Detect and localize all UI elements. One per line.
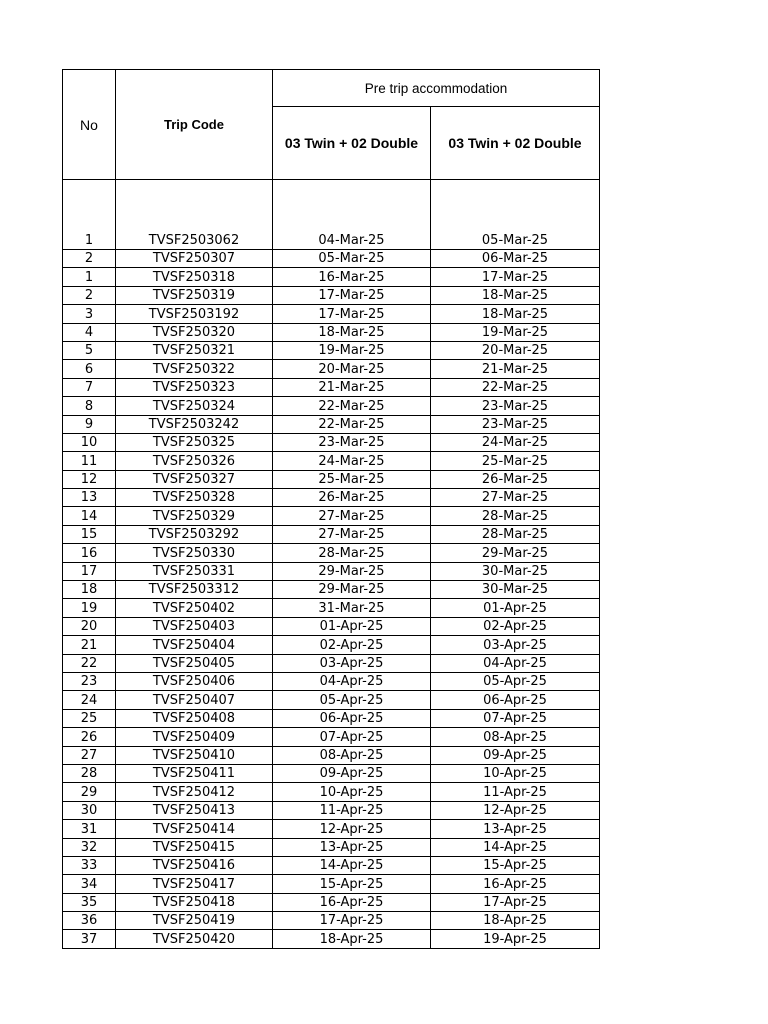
cell-date-b: 06-Mar-25 — [431, 250, 600, 268]
cell-no: 28 — [63, 764, 116, 782]
cell-date-b: 30-Mar-25 — [431, 562, 600, 580]
cell-trip-code: TVSF250326 — [116, 452, 273, 470]
cell-date-b: 04-Apr-25 — [431, 654, 600, 672]
cell-no: 4 — [63, 323, 116, 341]
cell-trip-code: TVSF250409 — [116, 728, 273, 746]
cell-date-a: 18-Mar-25 — [273, 323, 431, 341]
table-row — [63, 691, 600, 709]
cell-date-a: 23-Mar-25 — [273, 433, 431, 451]
cell-date-b: 01-Apr-25 — [431, 599, 600, 617]
table-row — [63, 783, 600, 801]
cell-trip-code: TVSF250330 — [116, 544, 273, 562]
cell-date-a: 12-Apr-25 — [273, 820, 431, 838]
cell-trip-code: TVSF250329 — [116, 507, 273, 525]
cell-date-b: 18-Mar-25 — [431, 305, 600, 323]
table-header — [63, 70, 600, 180]
cell-date-b: 17-Mar-25 — [431, 268, 600, 286]
cell-date-a: 16-Apr-25 — [273, 893, 431, 911]
cell-date-a: 08-Apr-25 — [273, 746, 431, 764]
table-row — [63, 820, 600, 838]
cell-date-a: 04-Mar-25 — [273, 180, 431, 250]
cell-no: 29 — [63, 783, 116, 801]
header-no: No — [63, 70, 116, 180]
table-row — [63, 397, 600, 415]
cell-date-b: 21-Mar-25 — [431, 360, 600, 378]
cell-trip-code: TVSF250404 — [116, 636, 273, 654]
table-row — [63, 452, 600, 470]
cell-date-a: 28-Mar-25 — [273, 544, 431, 562]
cell-date-a: 26-Mar-25 — [273, 489, 431, 507]
cell-no: 31 — [63, 820, 116, 838]
cell-no: 7 — [63, 378, 116, 396]
cell-no: 21 — [63, 636, 116, 654]
cell-trip-code: TVSF250328 — [116, 489, 273, 507]
cell-date-b: 22-Mar-25 — [431, 378, 600, 396]
cell-no: 1 — [63, 268, 116, 286]
cell-date-a: 29-Mar-25 — [273, 562, 431, 580]
cell-trip-code: TVSF250327 — [116, 470, 273, 488]
cell-date-a: 11-Apr-25 — [273, 801, 431, 819]
cell-date-b: 14-Apr-25 — [431, 838, 600, 856]
table-row — [63, 654, 600, 672]
cell-date-a: 05-Mar-25 — [273, 250, 431, 268]
cell-date-a: 19-Mar-25 — [273, 341, 431, 359]
cell-date-b: 26-Mar-25 — [431, 470, 600, 488]
cell-trip-code: TVSF250307 — [116, 250, 273, 268]
cell-trip-code: TVSF250411 — [116, 764, 273, 782]
cell-trip-code: TVSF250403 — [116, 617, 273, 635]
cell-trip-code: TVSF250324 — [116, 397, 273, 415]
cell-no: 13 — [63, 489, 116, 507]
cell-trip-code: TVSF250410 — [116, 746, 273, 764]
cell-date-a: 27-Mar-25 — [273, 525, 431, 543]
cell-trip-code: TVSF250419 — [116, 912, 273, 930]
table-row — [63, 470, 600, 488]
cell-date-a: 18-Apr-25 — [273, 930, 431, 948]
table-row — [63, 930, 600, 948]
cell-date-b: 18-Apr-25 — [431, 912, 600, 930]
cell-date-a: 06-Apr-25 — [273, 709, 431, 727]
cell-no: 30 — [63, 801, 116, 819]
cell-date-b: 19-Apr-25 — [431, 930, 600, 948]
cell-date-a: 17-Mar-25 — [273, 305, 431, 323]
cell-no: 33 — [63, 856, 116, 874]
cell-trip-code: TVSF250319 — [116, 286, 273, 304]
cell-date-b: 10-Apr-25 — [431, 764, 600, 782]
cell-date-a: 16-Mar-25 — [273, 268, 431, 286]
table-row — [63, 617, 600, 635]
cell-no: 34 — [63, 875, 116, 893]
cell-no: 27 — [63, 746, 116, 764]
cell-no: 32 — [63, 838, 116, 856]
table-row — [63, 507, 600, 525]
cell-date-a: 27-Mar-25 — [273, 507, 431, 525]
cell-date-a: 31-Mar-25 — [273, 599, 431, 617]
cell-no: 9 — [63, 415, 116, 433]
cell-date-b: 20-Mar-25 — [431, 341, 600, 359]
cell-date-b: 24-Mar-25 — [431, 433, 600, 451]
cell-trip-code: TVSF250415 — [116, 838, 273, 856]
cell-date-a: 10-Apr-25 — [273, 783, 431, 801]
cell-trip-code: TVSF250318 — [116, 268, 273, 286]
table-row — [63, 180, 600, 250]
cell-no: 15 — [63, 525, 116, 543]
cell-date-a: 03-Apr-25 — [273, 654, 431, 672]
table-row — [63, 433, 600, 451]
cell-date-b: 28-Mar-25 — [431, 525, 600, 543]
table-row — [63, 305, 600, 323]
cell-date-b: 30-Mar-25 — [431, 581, 600, 599]
cell-date-a: 05-Apr-25 — [273, 691, 431, 709]
cell-trip-code: TVSF250408 — [116, 709, 273, 727]
cell-trip-code: TVSF2503292 — [116, 525, 273, 543]
cell-date-a: 24-Mar-25 — [273, 452, 431, 470]
cell-no: 25 — [63, 709, 116, 727]
cell-trip-code: TVSF250417 — [116, 875, 273, 893]
cell-date-b: 23-Mar-25 — [431, 415, 600, 433]
cell-date-a: 09-Apr-25 — [273, 764, 431, 782]
cell-no: 12 — [63, 470, 116, 488]
cell-trip-code: TVSF2503312 — [116, 581, 273, 599]
cell-trip-code: TVSF250407 — [116, 691, 273, 709]
cell-date-b: 09-Apr-25 — [431, 746, 600, 764]
table-row — [63, 856, 600, 874]
cell-date-b: 25-Mar-25 — [431, 452, 600, 470]
cell-no: 20 — [63, 617, 116, 635]
cell-trip-code: TVSF250405 — [116, 654, 273, 672]
cell-date-a: 15-Apr-25 — [273, 875, 431, 893]
cell-trip-code: TVSF250406 — [116, 672, 273, 690]
cell-date-b: 05-Mar-25 — [431, 180, 600, 250]
table-row — [63, 378, 600, 396]
table-row — [63, 581, 600, 599]
cell-date-a: 25-Mar-25 — [273, 470, 431, 488]
cell-date-b: 17-Apr-25 — [431, 893, 600, 911]
cell-trip-code: TVSF250413 — [116, 801, 273, 819]
cell-trip-code: TVSF250414 — [116, 820, 273, 838]
table-row — [63, 838, 600, 856]
cell-date-b: 27-Mar-25 — [431, 489, 600, 507]
table-row — [63, 912, 600, 930]
cell-no: 14 — [63, 507, 116, 525]
cell-trip-code: TVSF2503242 — [116, 415, 273, 433]
header-trip-code: Trip Code — [116, 70, 273, 180]
cell-date-a: 20-Mar-25 — [273, 360, 431, 378]
header-room-config-a: 03 Twin + 02 Double — [273, 107, 431, 180]
table-row — [63, 341, 600, 359]
cell-no: 3 — [63, 305, 116, 323]
table-row — [63, 636, 600, 654]
cell-date-a: 22-Mar-25 — [273, 397, 431, 415]
cell-no: 37 — [63, 930, 116, 948]
cell-no: 6 — [63, 360, 116, 378]
table-row — [63, 544, 600, 562]
cell-trip-code: TVSF250412 — [116, 783, 273, 801]
cell-date-b: 19-Mar-25 — [431, 323, 600, 341]
table-row — [63, 489, 600, 507]
cell-date-b: 11-Apr-25 — [431, 783, 600, 801]
cell-no: 5 — [63, 341, 116, 359]
cell-trip-code: TVSF2503062 — [116, 180, 273, 250]
cell-date-b: 06-Apr-25 — [431, 691, 600, 709]
cell-no: 1 — [63, 180, 116, 250]
cell-date-b: 12-Apr-25 — [431, 801, 600, 819]
header-pre-trip-accommodation: Pre trip accommodation — [273, 70, 600, 107]
cell-trip-code: TVSF250320 — [116, 323, 273, 341]
cell-trip-code: TVSF250323 — [116, 378, 273, 396]
cell-no: 35 — [63, 893, 116, 911]
cell-trip-code: TVSF2503192 — [116, 305, 273, 323]
cell-trip-code: TVSF250322 — [116, 360, 273, 378]
cell-trip-code: TVSF250331 — [116, 562, 273, 580]
cell-no: 2 — [63, 286, 116, 304]
cell-no: 36 — [63, 912, 116, 930]
table-row — [63, 875, 600, 893]
cell-date-a: 21-Mar-25 — [273, 378, 431, 396]
cell-date-b: 07-Apr-25 — [431, 709, 600, 727]
cell-no: 26 — [63, 728, 116, 746]
cell-trip-code: TVSF250321 — [116, 341, 273, 359]
cell-date-a: 14-Apr-25 — [273, 856, 431, 874]
cell-no: 10 — [63, 433, 116, 451]
cell-date-a: 02-Apr-25 — [273, 636, 431, 654]
cell-no: 22 — [63, 654, 116, 672]
table-row — [63, 415, 600, 433]
cell-date-b: 15-Apr-25 — [431, 856, 600, 874]
cell-no: 11 — [63, 452, 116, 470]
table-row — [63, 562, 600, 580]
table-body — [63, 180, 600, 949]
cell-no: 24 — [63, 691, 116, 709]
cell-no: 2 — [63, 250, 116, 268]
cell-date-b: 29-Mar-25 — [431, 544, 600, 562]
table-row — [63, 599, 600, 617]
cell-date-b: 03-Apr-25 — [431, 636, 600, 654]
cell-no: 17 — [63, 562, 116, 580]
cell-date-b: 02-Apr-25 — [431, 617, 600, 635]
cell-no: 23 — [63, 672, 116, 690]
cell-trip-code: TVSF250418 — [116, 893, 273, 911]
cell-date-a: 29-Mar-25 — [273, 581, 431, 599]
cell-date-a: 17-Mar-25 — [273, 286, 431, 304]
cell-no: 8 — [63, 397, 116, 415]
cell-no: 16 — [63, 544, 116, 562]
cell-date-b: 08-Apr-25 — [431, 728, 600, 746]
cell-no: 18 — [63, 581, 116, 599]
cell-date-a: 01-Apr-25 — [273, 617, 431, 635]
cell-date-b: 05-Apr-25 — [431, 672, 600, 690]
cell-date-b: 16-Apr-25 — [431, 875, 600, 893]
cell-date-a: 13-Apr-25 — [273, 838, 431, 856]
cell-date-a: 07-Apr-25 — [273, 728, 431, 746]
cell-date-b: 13-Apr-25 — [431, 820, 600, 838]
table-row — [63, 764, 600, 782]
table-row — [63, 323, 600, 341]
table-row — [63, 728, 600, 746]
cell-date-b: 28-Mar-25 — [431, 507, 600, 525]
header-room-config-b: 03 Twin + 02 Double — [431, 107, 600, 180]
table-row — [63, 360, 600, 378]
table-row — [63, 250, 600, 268]
table-row — [63, 893, 600, 911]
cell-no: 19 — [63, 599, 116, 617]
cell-date-a: 17-Apr-25 — [273, 912, 431, 930]
cell-date-b: 18-Mar-25 — [431, 286, 600, 304]
cell-date-a: 04-Apr-25 — [273, 672, 431, 690]
table-row — [63, 801, 600, 819]
trip-accommodation-table — [62, 69, 600, 949]
cell-date-a: 22-Mar-25 — [273, 415, 431, 433]
table-row — [63, 525, 600, 543]
table-row — [63, 672, 600, 690]
cell-trip-code: TVSF250402 — [116, 599, 273, 617]
cell-trip-code: TVSF250420 — [116, 930, 273, 948]
cell-trip-code: TVSF250416 — [116, 856, 273, 874]
table-row — [63, 286, 600, 304]
cell-trip-code: TVSF250325 — [116, 433, 273, 451]
table-row — [63, 268, 600, 286]
table-row — [63, 746, 600, 764]
table-row — [63, 709, 600, 727]
cell-date-b: 23-Mar-25 — [431, 397, 600, 415]
